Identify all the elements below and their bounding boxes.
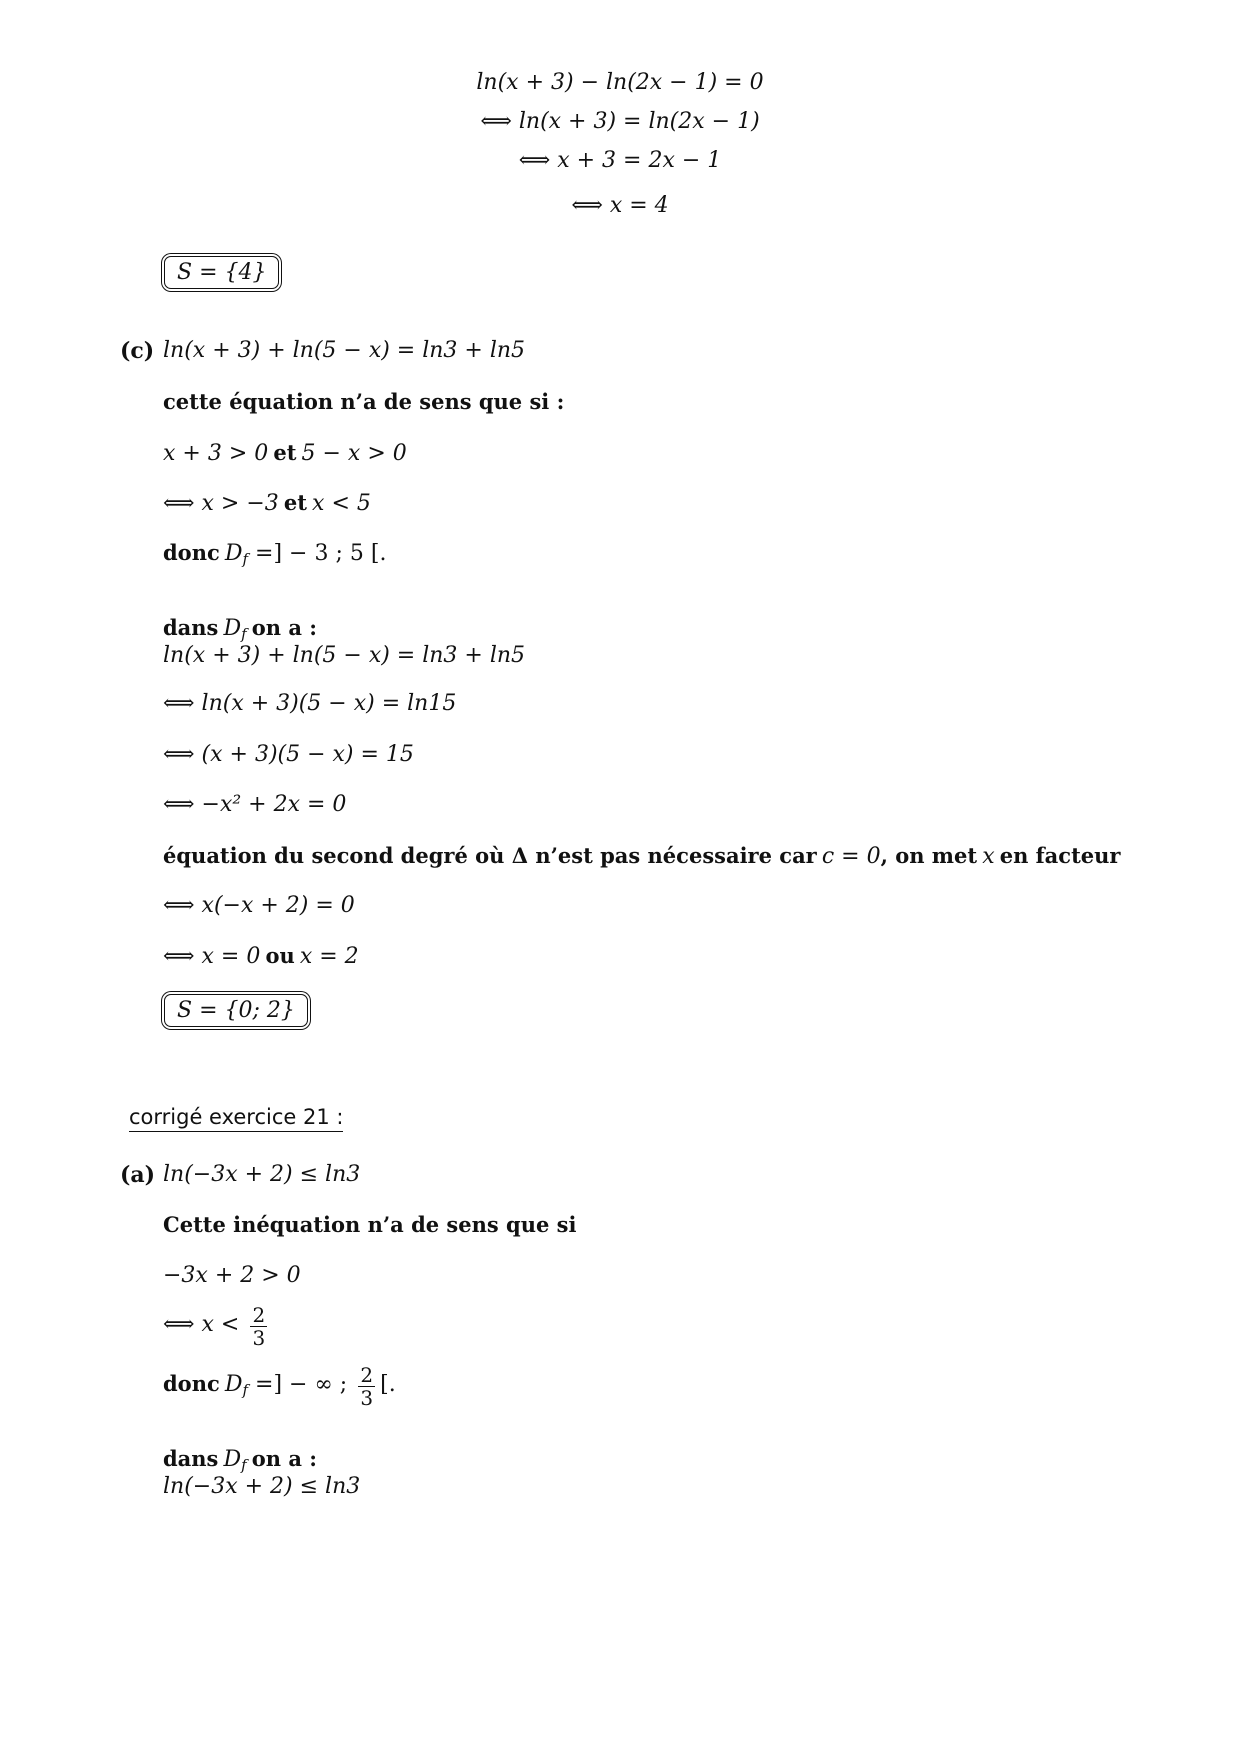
part-c-step-2: ⟺ (x + 3)(5 − x) = 15 [163,742,414,767]
a-dans-on-a: on a : [251,1446,318,1471]
domain-sub: f [242,550,249,569]
fraction-den: 3 [252,1326,266,1350]
note-part-2: , on met [880,843,978,868]
step5-a: ⟺ x = 0 [163,944,261,969]
section-title: corrigé exercice 21 : [129,1105,343,1132]
cond1-b: 5 − x > 0 [301,441,407,466]
a-domain-fraction [358,1364,375,1409]
domain-donc: donc [163,540,220,565]
part-c-dans [163,615,317,643]
domain-symbol: D [224,541,243,566]
dans-on-a: on a : [251,615,318,640]
a-domain-sub: f [242,1381,249,1400]
part-c-step-0: ln(x + 3) + ln(5 − x) = ln3 + ln5 [163,643,526,668]
domain-interval: =] − 3 ; 5 [. [248,541,387,566]
a-domain-symbol: D [224,1372,243,1397]
part-c-condition-text: cette équation n’a de sens que si : [163,389,565,414]
note-part-3: en facteur [999,843,1121,868]
solution-box-b: S = {4} [164,256,279,289]
cond2-et: et [283,490,307,515]
note-c0: c = 0 [821,844,881,869]
a-dans-domain-sub: f [241,1456,247,1475]
fraction-num: 2 [252,1303,266,1327]
a-domain-end: [. [380,1372,396,1397]
part-c-condition-1 [163,440,407,466]
part-a-label: (a) [120,1162,156,1188]
a-dans-text: dans [163,1446,219,1471]
derivation-line-4: ⟺ x = 4 [571,193,669,218]
part-c-step-5 [163,943,359,969]
part-a-condition-text: Cette inéquation n’a de sens que si [163,1212,577,1237]
part-c-step-3: ⟺ −x² + 2x = 0 [163,792,347,817]
part-c-condition-2 [163,490,371,516]
fraction-two-thirds [250,1304,267,1349]
part-c-label: (c) [120,338,155,364]
a-domain-donc: donc [163,1371,220,1396]
step5-b: x = 2 [299,944,359,969]
cond1-et: et [273,440,297,465]
part-a-condition-1: −3x + 2 > 0 [163,1263,301,1288]
solution-box-c: S = {0; 2} [164,994,308,1027]
a-domain-mid: =] − ∞ ; [248,1372,348,1397]
part-a-dans [163,1446,317,1474]
note-x: x [982,844,995,869]
derivation-line-2: ⟺ ln(x + 3) = ln(2x − 1) [480,109,760,134]
part-c-equation: ln(x + 3) + ln(5 − x) = ln3 + ln5 [163,338,526,363]
part-c-note [163,843,1120,869]
derivation-line-1: ln(x + 3) − ln(2x − 1) = 0 [476,70,764,95]
cond1-a: x + 3 > 0 [163,441,269,466]
part-a-condition-2 [163,1304,267,1349]
a-dans-domain-symbol: D [223,1447,242,1472]
part-a-step-0: ln(−3x + 2) ≤ ln3 [163,1474,361,1499]
dans-domain-sub: f [241,625,247,644]
cond2-text: ⟺ x < [163,1312,240,1337]
note-part-1: équation du second degré où Δ n’est pas nécessaire car [163,843,817,868]
cond2-b: x < 5 [312,491,371,516]
cond2-a: ⟺ x > −3 [163,491,279,516]
part-c-step-1: ⟺ ln(x + 3)(5 − x) = ln15 [163,691,457,716]
dans-text: dans [163,615,219,640]
a-domain-den: 3 [360,1386,374,1410]
a-domain-num: 2 [360,1363,374,1387]
part-a-inequation: ln(−3x + 2) ≤ ln3 [163,1162,361,1187]
part-a-domain [163,1364,396,1409]
step5-ou: ou [265,943,295,968]
part-c-domain [163,540,386,568]
derivation-line-3: ⟺ x + 3 = 2x − 1 [518,148,722,173]
dans-domain-symbol: D [223,616,242,641]
part-c-step-4: ⟺ x(−x + 2) = 0 [163,893,355,918]
